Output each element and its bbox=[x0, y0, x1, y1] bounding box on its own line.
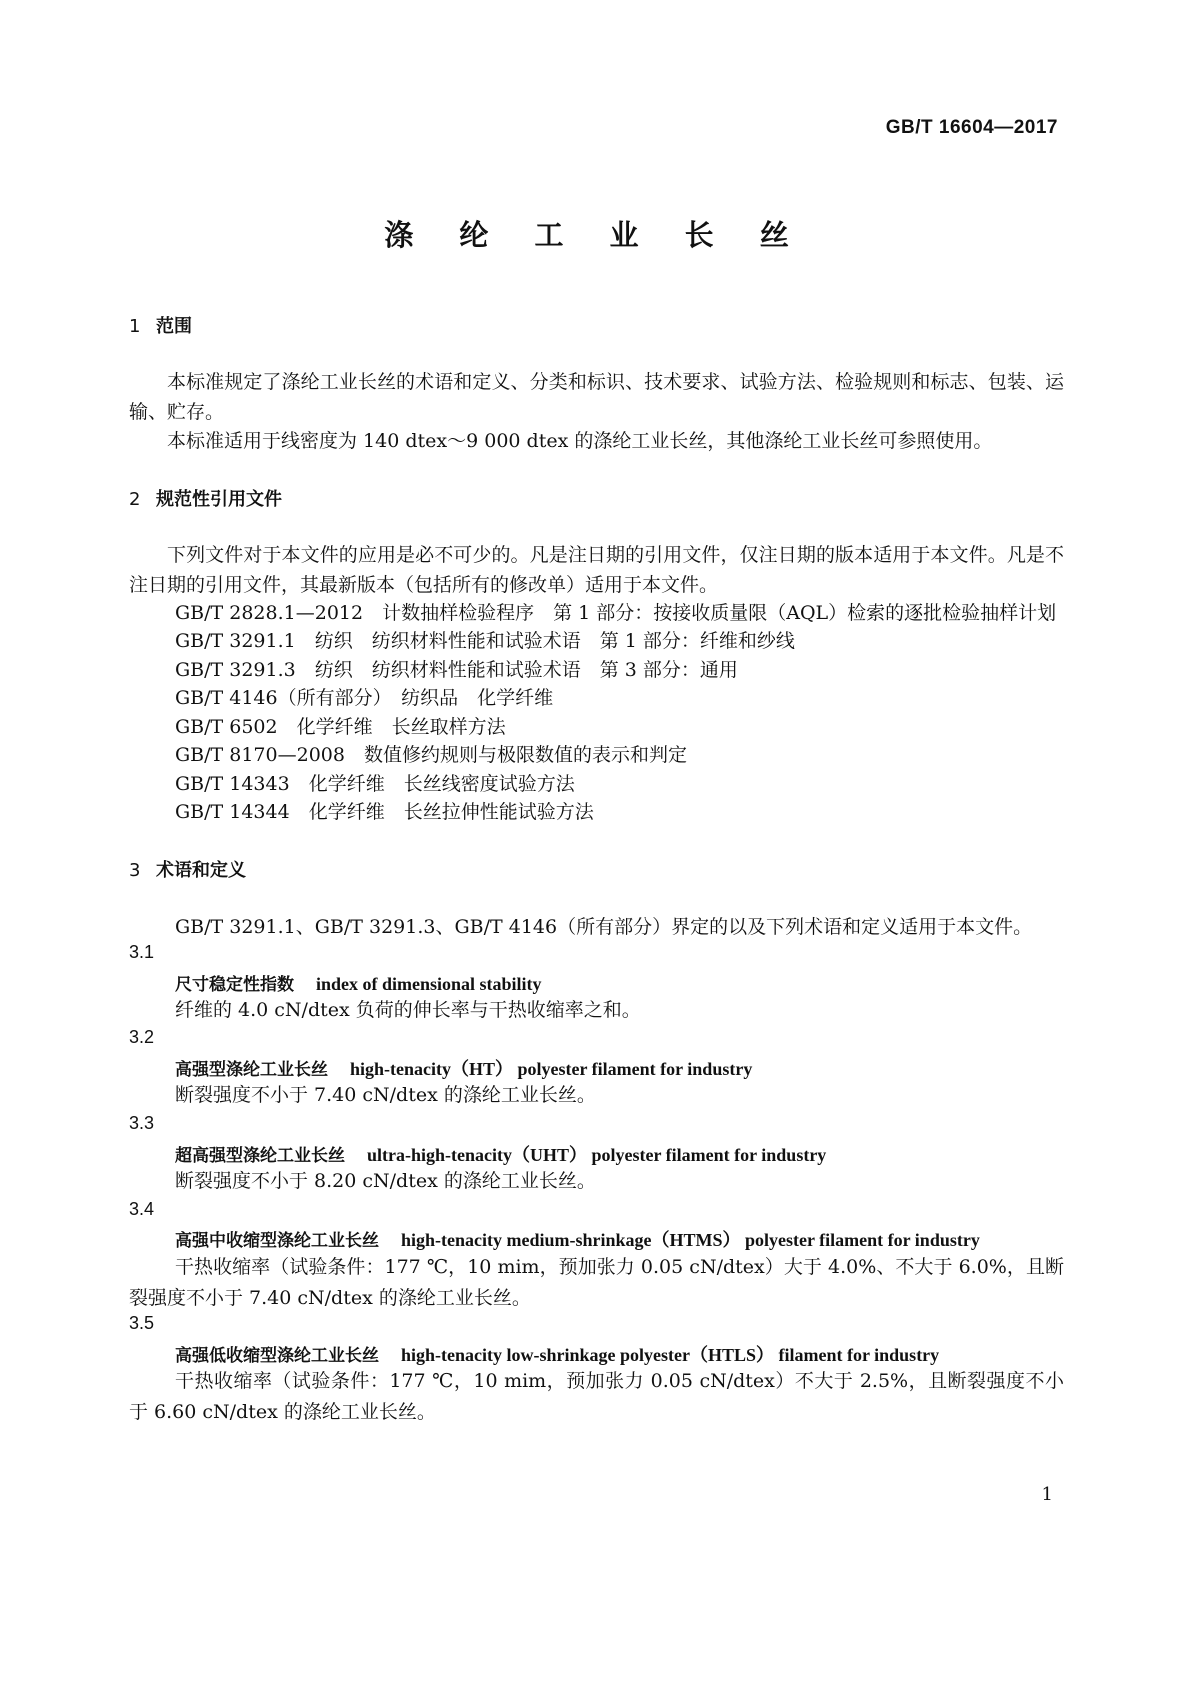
section-heading-scope bbox=[129, 312, 192, 338]
term-definition: 断裂强度不小于 8.20 cN/dtex 的涤纶工业长丝。 bbox=[175, 1170, 596, 1192]
references-intro-paragraph: 下列文件对于本文件的应用是必不可少的。凡是注日期的引用文件，仅注日期的版本适用于本文件。凡是不注日期的引用文件，其最新版本（包括所有的修改单）适用于本文件。 bbox=[129, 544, 1064, 596]
term-definition: 干热收缩率（试验条件：177 ℃，10 mim，预加张力 0.05 cN/dtex）不大于 2.5%，且断裂强度不小于 6.60 cN/dtex 的涤纶工业长丝。 bbox=[129, 1370, 1064, 1423]
term-name bbox=[175, 1341, 939, 1367]
term-name-zh: 超高强型涤纶工业长丝 bbox=[175, 1146, 345, 1166]
section-heading-terms-definitions bbox=[129, 856, 246, 882]
term-name-zh: 高强型涤纶工业长丝 bbox=[175, 1060, 328, 1080]
term-name bbox=[175, 1226, 980, 1252]
reference-item: GB/T 4146（所有部分） 纺织品 化学纤维 bbox=[175, 687, 554, 709]
section-title: 范围 bbox=[156, 316, 192, 337]
section-number: 3 bbox=[129, 860, 141, 881]
reference-item: GB/T 3291.1 纺织 纺织材料性能和试验术语 第 1 部分：纤维和纱线 bbox=[175, 630, 795, 652]
reference-item: GB/T 2828.1—2012 计数抽样检验程序 第 1 部分：按接收质量限（AQL）检索的逐批检验抽样计划 bbox=[175, 602, 1057, 624]
scope-paragraph-2: 本标准适用于线密度为 140 dtex～9 000 dtex 的涤纶工业长丝，其他涤纶工业长丝可参照使用。 bbox=[167, 430, 993, 452]
term-number: 3.5 bbox=[129, 1313, 155, 1333]
term-name-en: high-tenacity（HT） polyester filament for industry bbox=[350, 1059, 753, 1079]
page-number: 1 bbox=[1041, 1484, 1053, 1505]
term-number: 3.1 bbox=[129, 942, 155, 962]
reference-item: GB/T 14343 化学纤维 长丝线密度试验方法 bbox=[175, 773, 575, 795]
reference-item: GB/T 14344 化学纤维 长丝拉伸性能试验方法 bbox=[175, 801, 594, 823]
term-name-en: ultra-high-tenacity（UHT） polyester filament for industry bbox=[367, 1145, 827, 1165]
section-title: 规范性引用文件 bbox=[156, 489, 282, 510]
term-name bbox=[175, 1055, 752, 1081]
section-number: 2 bbox=[129, 489, 141, 510]
section-title: 术语和定义 bbox=[156, 860, 246, 881]
reference-item: GB/T 6502 化学纤维 长丝取样方法 bbox=[175, 716, 506, 738]
term-name-zh: 尺寸稳定性指数 bbox=[175, 975, 294, 995]
term-definition: 干热收缩率（试验条件：177 ℃，10 mim，预加张力 0.05 cN/dtex）大于 4.0%、不大于 6.0%，且断裂强度不小于 7.40 cN/dtex 的涤纶工业长丝。 bbox=[129, 1256, 1064, 1309]
reference-item: GB/T 3291.3 纺织 纺织材料性能和试验术语 第 3 部分：通用 bbox=[175, 659, 738, 681]
term-name bbox=[175, 970, 542, 995]
term-number: 3.3 bbox=[129, 1113, 155, 1133]
standard-code: GB/T 16604—2017 bbox=[885, 117, 1058, 138]
term-definition: 纤维的 4.0 cN/dtex 负荷的伸长率与干热收缩率之和。 bbox=[175, 999, 641, 1021]
scope-paragraph-1: 本标准规定了涤纶工业长丝的术语和定义、分类和标识、技术要求、试验方法、检验规则和标志、包装、运输、贮存。 bbox=[129, 371, 1064, 423]
term-name-zh: 高强低收缩型涤纶工业长丝 bbox=[175, 1346, 379, 1366]
document-title: 涤 纶 工 业 长 丝 bbox=[384, 218, 807, 252]
term-name-en: high-tenacity medium-shrinkage（HTMS） polyester filament for industry bbox=[401, 1230, 980, 1250]
reference-item: GB/T 8170—2008 数值修约规则与极限数值的表示和判定 bbox=[175, 744, 687, 766]
term-name-en: index of dimensional stability bbox=[316, 974, 542, 994]
term-name-en: high-tenacity low-shrinkage polyester（HTLS） filament for industry bbox=[401, 1345, 940, 1365]
section-number: 1 bbox=[129, 316, 141, 337]
terms-intro: GB/T 3291.1、GB/T 3291.3、GB/T 4146（所有部分）界定的以及下列术语和定义适用于本文件。 bbox=[175, 916, 1033, 938]
term-name bbox=[175, 1141, 826, 1167]
term-number: 3.4 bbox=[129, 1199, 155, 1219]
term-name-zh: 高强中收缩型涤纶工业长丝 bbox=[175, 1231, 379, 1251]
section-heading-normative-references bbox=[129, 485, 282, 511]
term-definition: 断裂强度不小于 7.40 cN/dtex 的涤纶工业长丝。 bbox=[175, 1084, 596, 1106]
term-number: 3.2 bbox=[129, 1027, 155, 1047]
